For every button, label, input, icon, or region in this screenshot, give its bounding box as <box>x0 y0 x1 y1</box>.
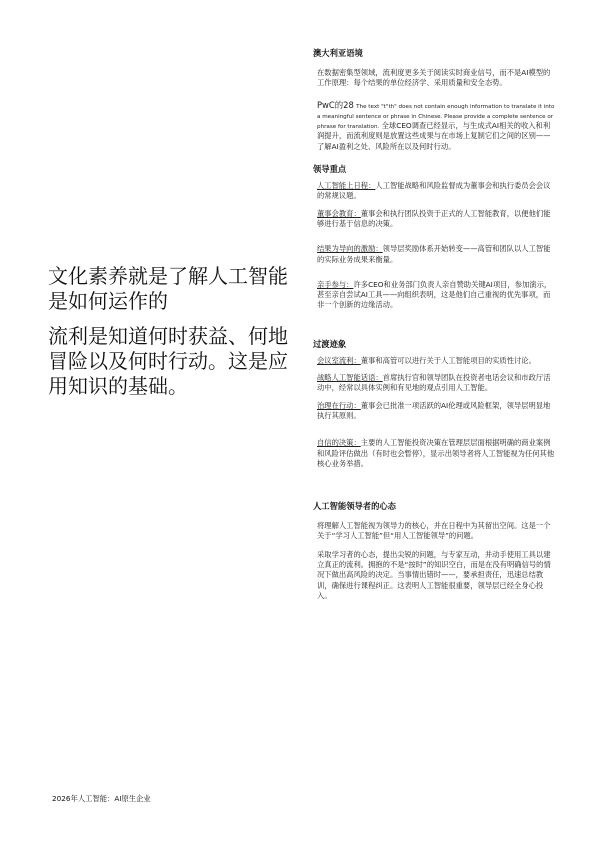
pull-quote-line-1: 文化素养就是了解人工智能是如何运作的 <box>48 264 288 313</box>
process-item-4 <box>313 438 557 469</box>
leadership-item-3-text: 领导层奖励体系开始转变——高管和团队以人工智能的实际业务成果来衡量。 <box>317 244 551 264</box>
section-leadership <box>313 164 557 311</box>
australia-paragraph-1: 在数据密集型领域，流利度更多关于阅读实时商业信号，而不是AI模型的工作原理：每个结果的单位经济学、采用质量和安全态势。 <box>317 68 551 88</box>
process-item-3-label: 治理在行动： <box>317 400 361 410</box>
australia-paragraph-2: 全球CEO调查已经显示，与生成式AI相关的收入和利润提升，而流利度则是放置这些成果与在市场上复制它们之间的区别——了解AI盈利之处、风险所在以及何时行动。 <box>317 121 551 151</box>
leadership-item-1-text: 人工智能战略和风险监督成为董事会和执行委员会会议的常规议题。 <box>317 181 551 201</box>
leadership-item-4 <box>313 280 557 311</box>
section-mindset <box>313 501 557 601</box>
section-title-mindset: 人工智能领导者的心态 <box>313 501 396 512</box>
process-item-1-label: 会议室流利： <box>317 355 361 365</box>
section-title-australia: 澳大利亚语境 <box>313 48 363 58</box>
leadership-item-1 <box>313 181 557 202</box>
mindset-paragraph-1: 将理解人工智能视为领导力的核心，并在日程中为其留出空间。这是一个关于“学习人工智能”但“用人工智能领导”的问题。 <box>317 521 551 541</box>
page-footer: 2026年人工智能：AI原生企业 <box>52 794 151 803</box>
process-item-4-text: 主要的人工智能投资决策在管理层层面根据明确的商业案例和风险评估做出（有时也会暂停），显示出领导者将人工智能视为任何其他核心业务举措。 <box>317 438 555 468</box>
section-title-leadership: 领导重点 <box>313 164 347 175</box>
pull-quote-line-2: 流利是知道何时获益、何地冒险以及何时行动。这是应用知识的基础。 <box>48 324 288 398</box>
leadership-item-3-label: 结果为导向的激励： <box>317 244 383 254</box>
process-item-4-label: 自信的决策： <box>317 438 361 448</box>
pwc-note: The text "t"th" does not contain enough information to translate it into a meaningful sentence or phrase in Chinese. Please provide a complete sentence or phrase for translation. <box>317 103 555 131</box>
process-item-2-label: 战略人工智能话语： <box>317 373 383 383</box>
mindset-paragraph-2: 采取学习者的心态，提出尖锐的问题，与专家互动，并动手使用工具以建立真正的流利。拥抱的不是“按时”的知识空白，而是在没有明确信号的情况下做出高风险的决定。当事情出错时——，要承担责任，迅速总结教训，确保进行课程纠正。这表明人工智能很重要，领导层已经全身心投入。 <box>317 549 551 600</box>
leadership-item-4-text: 许多CEO和业务部门负责人亲自赞助关键AI项目，参加演示，甚至亲自尝试AI工具——向组织表明，这是他们自己重视的优先事项，而非一个创新的边缘活动。 <box>317 279 552 310</box>
process-item-1 <box>313 356 557 366</box>
pull-quote <box>48 264 288 399</box>
process-item-2 <box>313 373 557 394</box>
pwc-tag: PwC的28 <box>317 99 354 110</box>
right-column <box>313 48 557 601</box>
leadership-item-1-label: 人工智能上日程： <box>317 181 376 191</box>
leadership-item-4-label: 亲手参与： <box>317 279 354 289</box>
section-australia <box>313 48 557 152</box>
process-item-1-text: 董事和高管可以进行关于人工智能项目的实质性讨论。 <box>360 355 536 365</box>
section-process <box>313 339 557 469</box>
leadership-item-2 <box>313 209 557 230</box>
leadership-item-3 <box>313 244 557 265</box>
process-item-3 <box>313 401 557 422</box>
pwc-block <box>313 100 557 152</box>
process-item-2-text: 首席执行官和领导团队在投资者电话会议和市政厅活动中，经常以具体实例和有见地的观点引用人工智能。 <box>317 373 551 393</box>
leadership-item-2-text: 董事会和执行团队投资于正式的人工智能教育，以便他们能够进行基于信息的决策。 <box>317 208 551 228</box>
section-title-process: 过渡迹象 <box>313 338 347 349</box>
process-item-3-text: 董事会已批准一项活跃的AI伦理或风险框架，领导层明显地执行其原则。 <box>317 400 551 420</box>
leadership-item-2-label: 董事会教育： <box>317 208 361 218</box>
